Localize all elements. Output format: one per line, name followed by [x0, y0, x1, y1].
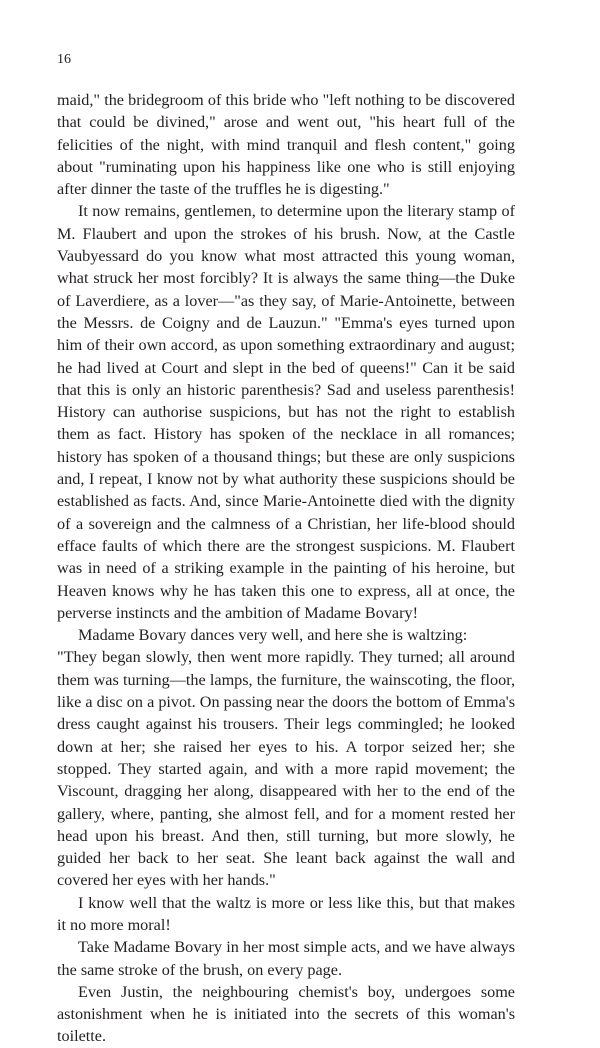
- paragraph-waltz-quote: "They began slowly, then went more rapidly. They turned; all around them was turning—the lamps, the furniture, the wainscoting, the floor, like a disc on a pivot. On passing near the doors the bottom of Emma's dress caught against his trousers. Their legs commingled; he looked down at her; she raised her eyes to his. A torpor seized her; she stopped. They started again, and with a more rapid movement; the Viscount, dragging her along, disappeared with her to the end of the gallery, where, panting, she almost fell, and for a moment rested her head upon his breast. And then, still turning, but more slowly, he guided her back to her seat. She leant back against the wall and covered her eyes with her hands.": [57, 648, 515, 890]
- paragraph-justin: Even Justin, the neighbouring chemist's boy, undergoes some astonishment when he is initiated into the secrets of this woman's toilette.: [57, 982, 515, 1046]
- page-number: 16: [57, 52, 71, 67]
- body-text: [57, 89, 515, 1048]
- paragraph-literary-stamp: It now remains, gentlemen, to determine upon the literary stamp of M. Flaubert and upon the strokes of his brush. Now, at the Castle Vaubyessard do you know what most attracted this young woman, what struck her most forcibly? It is always the same thing—the Duke of Laverdiere, as a lover—"as they say, of Marie-Antoinette, between the Messrs. de Coigny and de Lauzun." "Emma's eyes turned upon him of their own accord, as upon something extraordinary and august; he had lived at Court and slept in the bed of queens!" Can it be said that this is only an historic parenthesis? Sad and useless parenthesis! History can authorise suspicions, but has not the right to establish them as fact. History has spoken of the necklace in all romances; history has spoken of a thousand things; but these are only suspicions and, I repeat, I know not by what authority these suspicions should be established as facts. And, since Marie-Antoinette died with the dignity of a sovereign and the calmness of a Christian, her life-blood should efface faults of which there are the strongest suspicions. M. Flaubert was in need of a striking example in the painting of his heroine, but Heaven knows why he has taken this one to express, all at once, the perverse instincts and the ambition of Madame Bovary!: [57, 202, 515, 622]
- paragraph-waltzing-intro: Madame Bovary dances very well, and here she is waltzing:: [78, 626, 468, 645]
- paragraph-simple-acts: Take Madame Bovary in her most simple acts, and we have always the same stroke of the brush, on every page.: [57, 938, 515, 979]
- paragraph-continued: maid," the bridegroom of this bride who "left nothing to be discovered that could be divined," arose and went out, "his heart full of the felicities of the night, with mind tranquil and flesh content," going about "ruminating upon his happiness like one who is still enjoying after dinner the taste of the truffles he is digesting.": [57, 91, 515, 199]
- paragraph-waltz-moral: I know well that the waltz is more or less like this, but that makes it no more moral!: [57, 893, 515, 934]
